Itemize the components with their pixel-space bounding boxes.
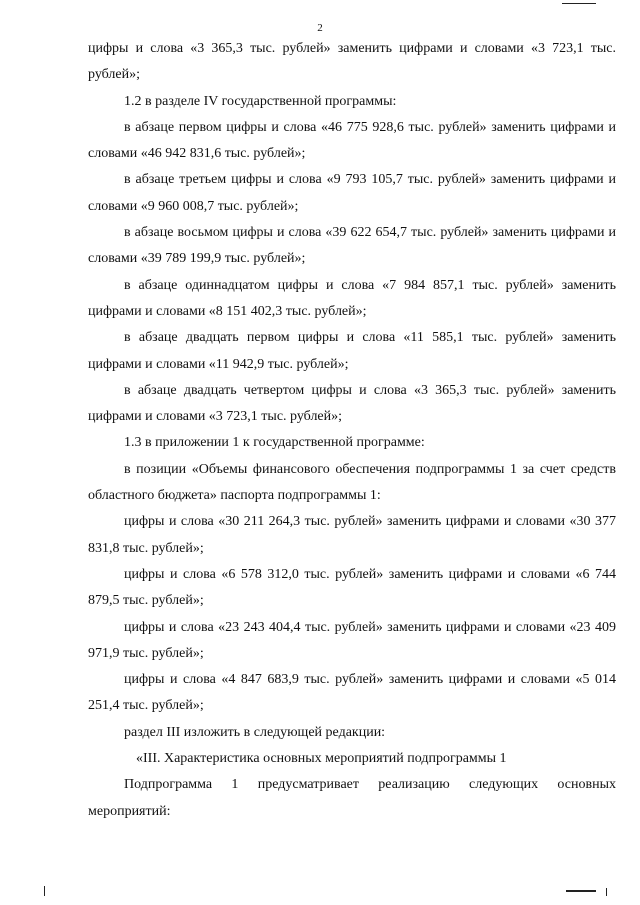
paragraph-item-1-3: 1.3 в приложении 1 к государственной программе: — [124, 435, 425, 451]
scan-mark-bottom-right — [566, 890, 596, 892]
paragraph-figures-2: цифры и слова «6 578 312,0 тыс. рублей» заменить цифрами и словами «6 744 879,5 тыс. рублей»; — [88, 566, 616, 609]
paragraph-section-iii: раздел III изложить в следующей редакции: — [124, 724, 386, 740]
paragraph-subprogram: Подпрограмма 1 предусматривает реализацию следующих основных мероприятий: — [88, 777, 616, 819]
paragraph-continuation: цифры и слова «3 365,3 тыс. рублей» заменить цифрами и словами «3 723,1 тыс. рублей»; — [88, 41, 616, 83]
scan-mark-bottom-left — [44, 886, 45, 896]
document-body — [88, 36, 616, 825]
paragraph-eleventh-abzac: в абзаце одиннадцатом цифры и слова «7 984 857,1 тыс. рублей» заменить цифрами и словами «8 151 402,3 тыс. рублей»; — [88, 277, 616, 319]
paragraph-figures-1: цифры и слова «30 211 264,3 тыс. рублей» заменить цифрами и словами «30 377 831,8 тыс. рублей»; — [88, 514, 616, 556]
paragraph-figures-3: цифры и слова «23 243 404,4 тыс. рублей» заменить цифрами и словами «23 409 971,9 тыс. рублей»; — [88, 619, 616, 661]
page-number: 2 — [317, 22, 323, 34]
paragraph-position: в позиции «Объемы финансового обеспечения подпрограммы 1 за счет средств областного бюджета» паспорта подпрограммы 1: — [88, 461, 616, 504]
paragraph-figures-4: цифры и слова «4 847 683,9 тыс. рублей» заменить цифрами и словами «5 014 251,4 тыс. рублей»; — [88, 672, 616, 714]
scan-mark-bottom-right-tick — [606, 888, 607, 896]
paragraph-third-abzac: в абзаце третьем цифры и слова «9 793 105,7 тыс. рублей» заменить цифрами и словами «9 960 008,7 тыс. рублей»; — [88, 172, 616, 214]
paragraph-twenty-fourth-abzac: в абзаце двадцать четвертом цифры и слова «3 365,3 тыс. рублей» заменить цифрами и словами «3 723,1 тыс. рублей»; — [88, 382, 616, 425]
paragraph-eighth-abzac: в абзаце восьмом цифры и слова «39 622 654,7 тыс. рублей» заменить цифрами и словами «39 789 199,9 тыс. рублей»; — [88, 225, 616, 267]
section-heading: «III. Характеристика основных мероприятий подпрограммы 1 — [136, 751, 507, 767]
paragraph-first-abzac: в абзаце первом цифры и слова «46 775 928,6 тыс. рублей» заменить цифрами и словами «46 942 831,6 тыс. рублей»; — [88, 119, 616, 162]
scan-mark-top-right — [562, 3, 596, 4]
paragraph-item-1-2: 1.2 в разделе IV государственной программы: — [124, 93, 397, 109]
paragraph-twenty-first-abzac: в абзаце двадцать первом цифры и слова «11 585,1 тыс. рублей» заменить цифрами и словами «11 942,9 тыс. рублей»; — [88, 330, 616, 372]
